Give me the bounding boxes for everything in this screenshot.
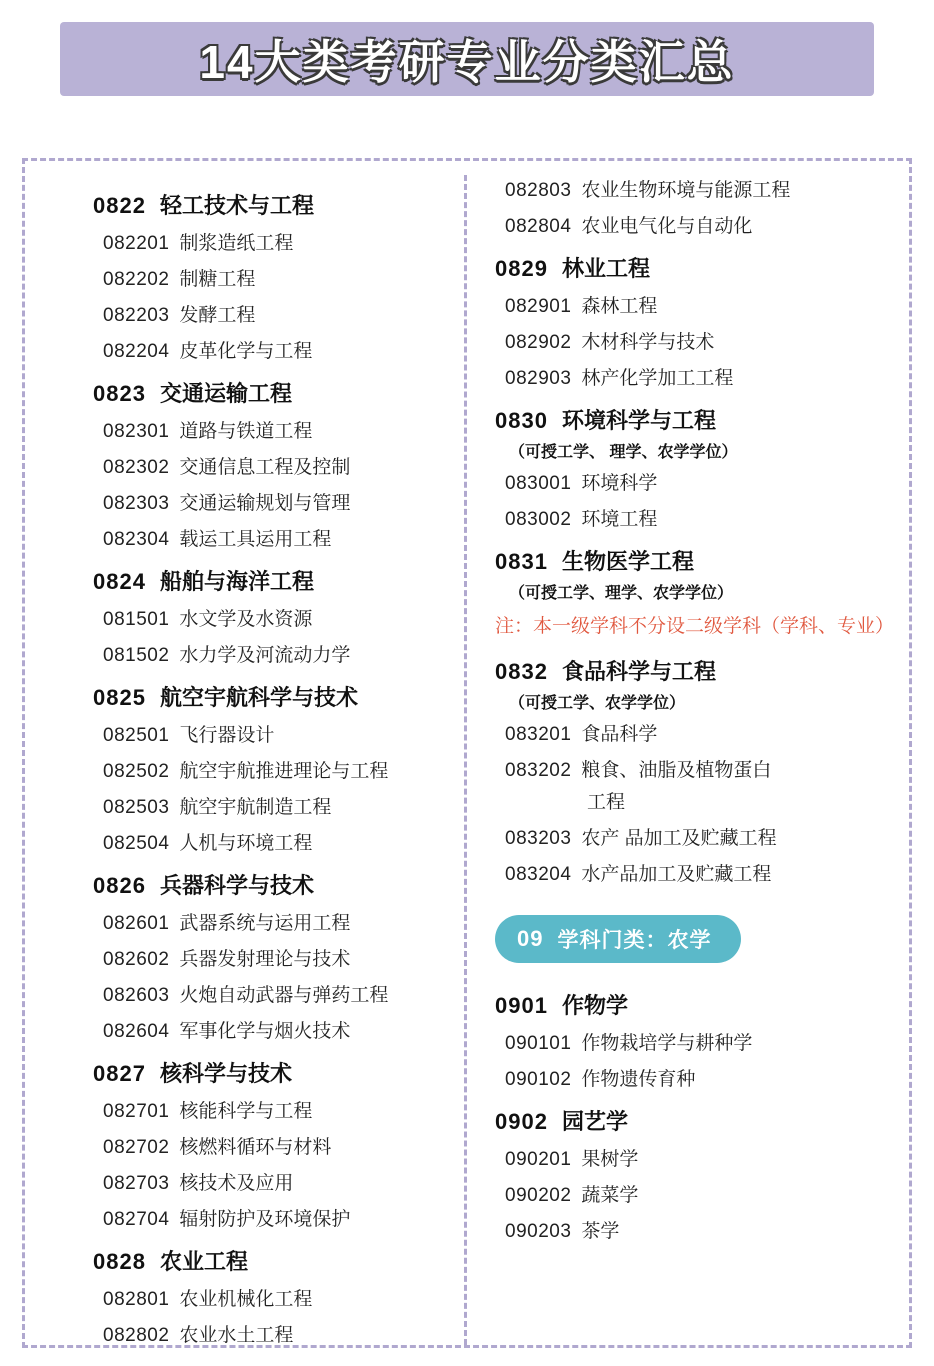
item-name: 林产化学加工工程 [581,368,734,389]
item-code: 082603 [103,985,170,1006]
list-item [103,604,450,631]
item-code: 082704 [103,1209,170,1230]
item-name: 环境科学 [581,473,658,494]
discipline-group [93,681,450,855]
discipline-group [495,252,885,390]
list-item [103,1096,450,1123]
item-name: 水力学及河流动力学 [179,645,351,666]
item-code: 082202 [103,269,170,290]
item-name: 核能科学与工程 [179,1101,313,1122]
discipline-group [93,1057,450,1231]
discipline-group [495,404,885,531]
item-name: 环境工程 [581,509,658,530]
item-name: 农业机械化工程 [179,1289,313,1310]
discipline-group [93,869,450,1043]
item-code: 090202 [505,1184,572,1206]
item-code: 090201 [505,1148,572,1170]
item-name: 森林工程 [581,296,658,317]
item-code: 090101 [505,1032,572,1054]
list-item [103,300,450,327]
list-item [505,755,885,782]
discipline-heading [495,404,885,435]
discipline-code: 0825 [93,685,146,710]
item-name: 食品科学 [581,723,658,745]
list-item [505,1064,885,1091]
item-name: 制浆造纸工程 [179,233,294,254]
item-code: 083001 [505,473,572,494]
item-name: 辐射防护及环境保护 [179,1209,351,1230]
list-item [103,452,450,479]
category-label: 学科门类：农学 [557,928,712,952]
list-item [103,1204,450,1231]
discipline-heading [93,377,450,408]
item-code: 082803 [505,180,572,201]
category-code: 09 [517,925,544,951]
item-code: 082604 [103,1021,170,1042]
list-item-continuation: 工程 [587,791,626,813]
item-code: 082902 [505,332,572,353]
item-code: 082303 [103,493,170,514]
list-item [505,823,885,850]
item-name: 交通运输规划与管理 [179,493,351,514]
list-item [103,980,450,1007]
discipline-heading [93,1057,450,1088]
list-item [505,468,885,495]
item-code: 083002 [505,509,572,530]
discipline-name: 农业工程 [159,1249,248,1274]
item-name: 作物遗传育种 [581,1068,696,1090]
discipline-name: 兵器科学与技术 [159,873,314,898]
discipline-note: （可授工学、理学、农学学位） [509,585,734,602]
discipline-heading [495,1105,885,1136]
header-banner [60,22,874,96]
discipline-name: 船舶与海洋工程 [159,569,314,594]
discipline-code: 0828 [93,1249,146,1274]
content-frame [22,158,912,1348]
item-name: 木材科学与技术 [581,332,715,353]
list-item [103,416,450,443]
item-name: 蔬菜学 [581,1184,639,1206]
item-code: 082701 [103,1101,170,1122]
item-name: 武器系统与运用工程 [179,913,351,934]
list-item [103,792,450,819]
discipline-name: 交通运输工程 [159,381,292,406]
item-code: 082804 [505,216,572,237]
discipline-note: （可授工学、农学学位） [509,694,686,712]
item-name: 水产品加工及贮藏工程 [581,863,772,885]
item-name: 水文学及水资源 [179,609,313,630]
item-code: 082903 [505,368,572,389]
discipline-name: 核科学与技术 [159,1061,292,1086]
item-name: 茶学 [581,1220,620,1242]
discipline-code: 0826 [93,873,146,898]
item-code: 082504 [103,833,170,854]
list-item [103,228,450,255]
discipline-code: 0902 [495,1108,548,1134]
discipline-note: （可授工学、 理学、农学学位） [509,444,738,461]
item-code: 082501 [103,725,170,746]
item-name: 粮食、油脂及植物蛋白 [581,759,772,781]
list-item [505,1216,885,1243]
item-code: 082802 [103,1325,170,1345]
discipline-heading [93,869,450,900]
discipline-group [495,1105,885,1243]
category-badge [495,915,741,963]
list-item [103,264,450,291]
item-code: 082201 [103,233,170,254]
list-item [505,363,885,390]
page-title: 14大类考研专业分类汇总 [199,36,735,88]
item-code: 082601 [103,913,170,934]
item-code: 090203 [505,1220,572,1242]
discipline-code: 0827 [93,1061,146,1086]
item-code: 083202 [505,759,572,781]
discipline-code: 0823 [93,381,146,406]
list-item [103,640,450,667]
item-name: 核技术及应用 [179,1173,294,1194]
item-code: 082302 [103,457,170,478]
list-item [103,1132,450,1159]
discipline-code: 0832 [495,658,548,684]
list-item [505,211,885,238]
discipline-group [495,655,885,886]
discipline-name: 食品科学与工程 [561,658,716,684]
item-code: 082503 [103,797,170,818]
item-name: 道路与铁道工程 [179,421,313,442]
list-item [103,1320,450,1345]
discipline-group [93,565,450,667]
item-name: 交通信息工程及控制 [179,457,351,478]
list-item [103,336,450,363]
list-item [103,1016,450,1043]
discipline-code: 0901 [495,992,548,1018]
discipline-name: 环境科学与工程 [561,408,716,433]
discipline-code: 0831 [495,549,548,574]
discipline-name: 轻工技术与工程 [159,193,314,218]
discipline-heading [93,565,450,596]
item-name: 果树学 [581,1148,639,1170]
discipline-group [93,189,450,363]
discipline-heading [495,989,885,1020]
discipline-code: 0830 [495,408,548,433]
list-item [505,327,885,354]
item-code: 081501 [103,609,170,630]
discipline-group [93,1245,450,1345]
list-item [103,524,450,551]
list-item [103,756,450,783]
item-name: 农业电气化与自动化 [581,216,753,237]
list-item [505,175,885,202]
discipline-name: 航空宇航科学与技术 [159,685,358,710]
item-code: 082502 [103,761,170,782]
list-item [103,720,450,747]
item-code: 082801 [103,1289,170,1310]
item-code: 082301 [103,421,170,442]
item-code: 082203 [103,305,170,326]
list-item [103,488,450,515]
discipline-heading [495,252,885,283]
item-name: 火炮自动武器与弹药工程 [179,985,389,1006]
item-name: 核燃料循环与材料 [179,1137,332,1158]
item-name: 航空宇航制造工程 [179,797,332,818]
discipline-name: 园艺学 [561,1108,628,1134]
item-code: 083203 [505,827,572,849]
item-name: 皮革化学与工程 [179,341,313,362]
list-item [103,828,450,855]
item-name: 军事化学与烟火技术 [179,1021,351,1042]
item-name: 载运工具运用工程 [179,529,332,550]
item-name: 飞行器设计 [179,725,275,746]
item-code: 083201 [505,723,572,745]
item-code: 082204 [103,341,170,362]
discipline-name: 作物学 [561,992,628,1018]
item-code: 082602 [103,949,170,970]
item-name: 兵器发射理论与技术 [179,949,351,970]
discipline-name: 林业工程 [561,256,650,281]
discipline-name: 生物医学工程 [561,549,694,574]
discipline-group [495,545,895,641]
list-item [103,944,450,971]
list-item [103,1284,450,1311]
discipline-group [93,377,450,551]
discipline-group [495,989,885,1091]
two-column-layout [25,161,909,1345]
discipline-code: 0824 [93,569,146,594]
left-column [35,175,467,1345]
discipline-code: 0829 [495,256,548,281]
item-code: 082901 [505,296,572,317]
discipline-heading [93,1245,450,1276]
item-code: 090102 [505,1068,572,1090]
list-item [505,1180,885,1207]
list-item [505,291,885,318]
item-code: 082703 [103,1173,170,1194]
list-item [103,1168,450,1195]
item-name: 人机与环境工程 [179,833,313,854]
item-code: 082702 [103,1137,170,1158]
item-name: 农业水土工程 [179,1325,294,1345]
list-item [505,1144,885,1171]
item-name: 作物栽培学与耕种学 [581,1032,753,1054]
discipline-red-note: 注：本一级学科不分设二级学科（学科、专业） [495,616,895,637]
discipline-heading [495,545,885,576]
item-code: 083204 [505,863,572,885]
item-name: 农业生物环境与能源工程 [581,180,791,201]
discipline-heading [495,655,885,686]
item-code: 082304 [103,529,170,550]
item-code: 081502 [103,645,170,666]
item-name: 制糖工程 [179,269,256,290]
right-column [467,175,899,1345]
item-name: 农产 品加工及贮藏工程 [581,827,777,849]
discipline-heading [93,189,450,220]
continued-items [495,175,885,238]
discipline-code: 0822 [93,193,146,218]
list-item [505,719,885,746]
discipline-heading [93,681,450,712]
list-item [103,908,450,935]
list-item [505,504,885,531]
item-name: 航空宇航推进理论与工程 [179,761,389,782]
item-name: 发酵工程 [179,305,256,326]
list-item [505,859,885,886]
list-item [505,1028,885,1055]
